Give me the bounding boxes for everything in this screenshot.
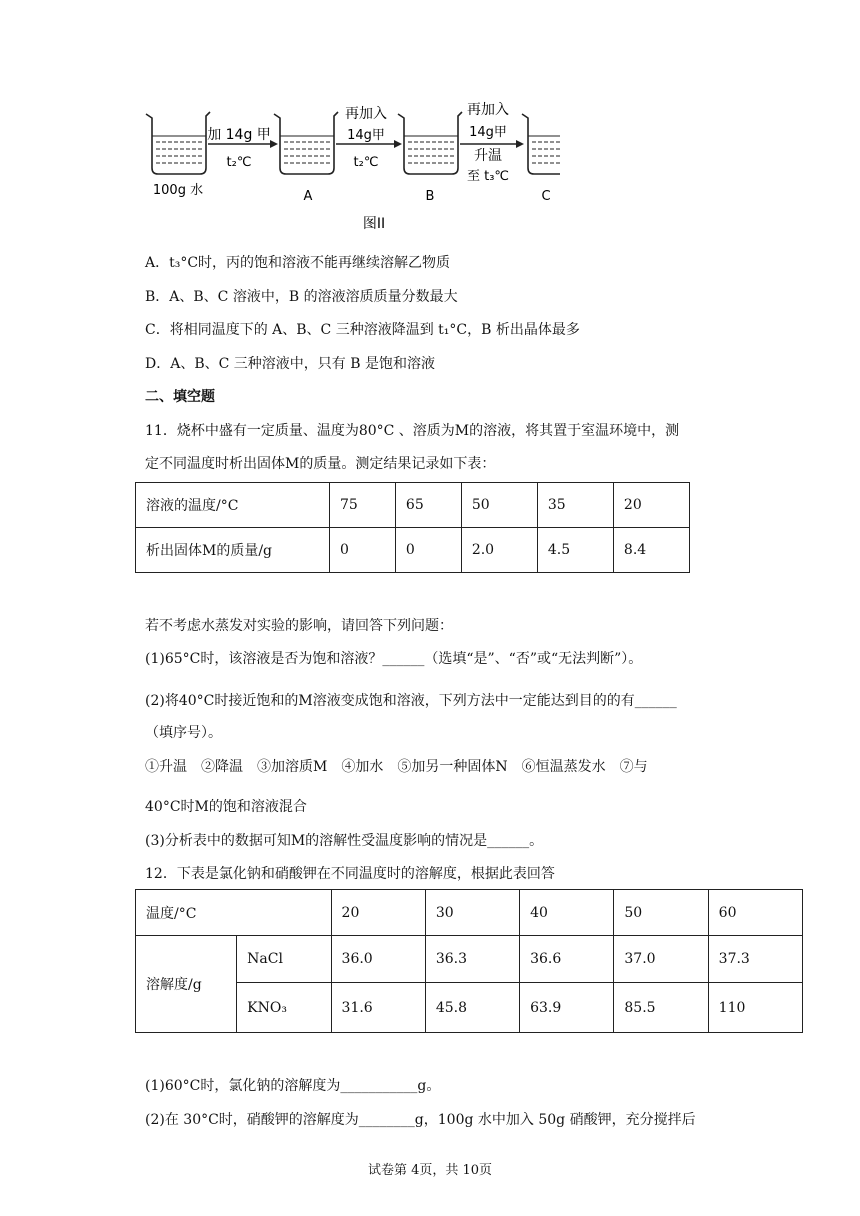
q11-row1-val-1: 65 <box>395 483 461 528</box>
step2-top: 再加入 <box>345 106 387 122</box>
q11-sub3: (3)分析表中的数据可知M的溶解性受温度影响的情况是______。 <box>145 833 544 849</box>
q11-row1-val-2: 50 <box>461 483 537 528</box>
q11-row2-val-0: 0 <box>330 528 396 573</box>
step1-top: 加 14g 甲 <box>207 127 271 143</box>
step3-top2: 14g甲 <box>469 125 507 140</box>
q12-nacl-3: 37.0 <box>614 936 708 983</box>
table-row <box>136 483 690 528</box>
q12-temp-4: 60 <box>708 890 802 936</box>
option-a: A．t₃°C时，丙的饱和溶液不能再继续溶解乙物质 <box>145 255 451 271</box>
step3-bottom2: 至 t₃℃ <box>466 169 510 184</box>
q11-row2-val-1: 0 <box>395 528 461 573</box>
q11-row1-label: 溶液的温度/°C <box>136 483 330 528</box>
q12-temp-3: 50 <box>614 890 708 936</box>
q12-sub1: (1)60°C时，氯化钠的溶解度为___________g。 <box>145 1078 441 1094</box>
step3-bottom: 升温 <box>474 148 502 164</box>
q11-row1-val-3: 35 <box>537 483 613 528</box>
beaker-label-water: 100g 水 <box>152 183 204 198</box>
q12-nacl-2: 36.6 <box>520 936 614 983</box>
q11-note: 若不考虑水蒸发对实验的影响，请回答下列问题： <box>145 618 453 634</box>
q12-kno3-4: 110 <box>708 983 802 1033</box>
q11-sub2-b: （填序号）。 <box>145 725 222 741</box>
q11-methods-a: ①升温 ②降温 ③加溶质M ④加水 ⑤加另一种固体N ⑥恒温蒸发水 ⑦与 <box>145 759 648 775</box>
q12-temp-1: 30 <box>425 890 519 936</box>
q12-nacl-0: 36.0 <box>331 936 425 983</box>
beaker-water <box>146 112 210 174</box>
q11-row1-val-0: 75 <box>330 483 396 528</box>
q12-sub2: (2)在 30°C时，硝酸钾的溶解度为________g，100g 水中加入 50g 硝酸钾，充分搅拌后 <box>145 1112 696 1128</box>
table-row <box>136 936 803 983</box>
q12-row-name-kno3: KNO₃ <box>237 983 331 1033</box>
q11-row2-val-3: 4.5 <box>537 528 613 573</box>
q11-row2-val-2: 2.0 <box>461 528 537 573</box>
q12-intro: 12．下表是氯化钠和硝酸钾在不同温度时的溶解度，根据此表回答 <box>145 866 555 882</box>
beaker-label-b: B <box>425 189 435 204</box>
q12-nacl-1: 36.3 <box>425 936 519 983</box>
q11-intro-2: 定不同温度时析出固体M的质量。测定结果记录如下表： <box>145 456 496 472</box>
section-title: 二、填空题 <box>145 389 215 405</box>
q12-kno3-0: 31.6 <box>331 983 425 1033</box>
table-row <box>136 528 690 573</box>
figure-caption: 图II <box>362 216 386 232</box>
beaker-c <box>522 112 560 174</box>
q11-row1-val-4: 20 <box>613 483 689 528</box>
q12-row-name-nacl: NaCl <box>237 936 331 983</box>
beaker-label-a: A <box>303 189 313 204</box>
step2-top2: 14g甲 <box>347 128 385 143</box>
option-d: D．A、B、C 三种溶液中，只有 B 是饱和溶液 <box>145 356 435 372</box>
q11-methods-b: 40°C时M的饱和溶液混合 <box>145 799 307 815</box>
step1-bottom: t₂℃ <box>226 155 252 170</box>
q12-kno3-1: 45.8 <box>425 983 519 1033</box>
q12-kno3-2: 63.9 <box>520 983 614 1033</box>
q11-intro-1: 11．烧杯中盛有一定质量、温度为80°C 、溶质为M的溶液，将其置于室温环境中，测 <box>145 423 680 439</box>
q11-table <box>135 482 690 573</box>
beaker-figure <box>140 96 560 236</box>
q12-kno3-3: 85.5 <box>614 983 708 1033</box>
beaker-a <box>274 112 338 174</box>
table-row <box>136 890 803 936</box>
q12-group-label: 溶解度/g <box>136 936 237 1033</box>
q12-header-label: 温度/°C <box>136 890 332 936</box>
step2-bottom: t₂℃ <box>353 155 379 170</box>
q12-table <box>135 889 803 1033</box>
option-c: C．将相同温度下的 A、B、C 三种溶液降温到 t₁°C，B 析出晶体最多 <box>145 322 580 338</box>
q11-row2-label: 析出固体M的质量/g <box>136 528 330 573</box>
q12-nacl-4: 37.3 <box>708 936 802 983</box>
step3-top: 再加入 <box>467 102 509 118</box>
q12-temp-2: 40 <box>520 890 614 936</box>
q11-sub2-a: (2)将40°C时接近饱和的M溶液变成饱和溶液，下列方法中一定能达到目的的有______ <box>145 693 677 709</box>
beaker-label-c: C <box>541 189 551 204</box>
q12-temp-0: 20 <box>331 890 425 936</box>
option-b: B．A、B、C 溶液中，B 的溶液溶质质量分数最大 <box>145 289 458 305</box>
beaker-b <box>398 112 462 174</box>
page-footer: 试卷第 4页，共 10页 <box>367 1163 493 1178</box>
q11-sub1: (1)65°C时，该溶液是否为饱和溶液？______（选填“是”、“否”或“无法判断”）。 <box>145 651 643 667</box>
q11-row2-val-4: 8.4 <box>613 528 689 573</box>
